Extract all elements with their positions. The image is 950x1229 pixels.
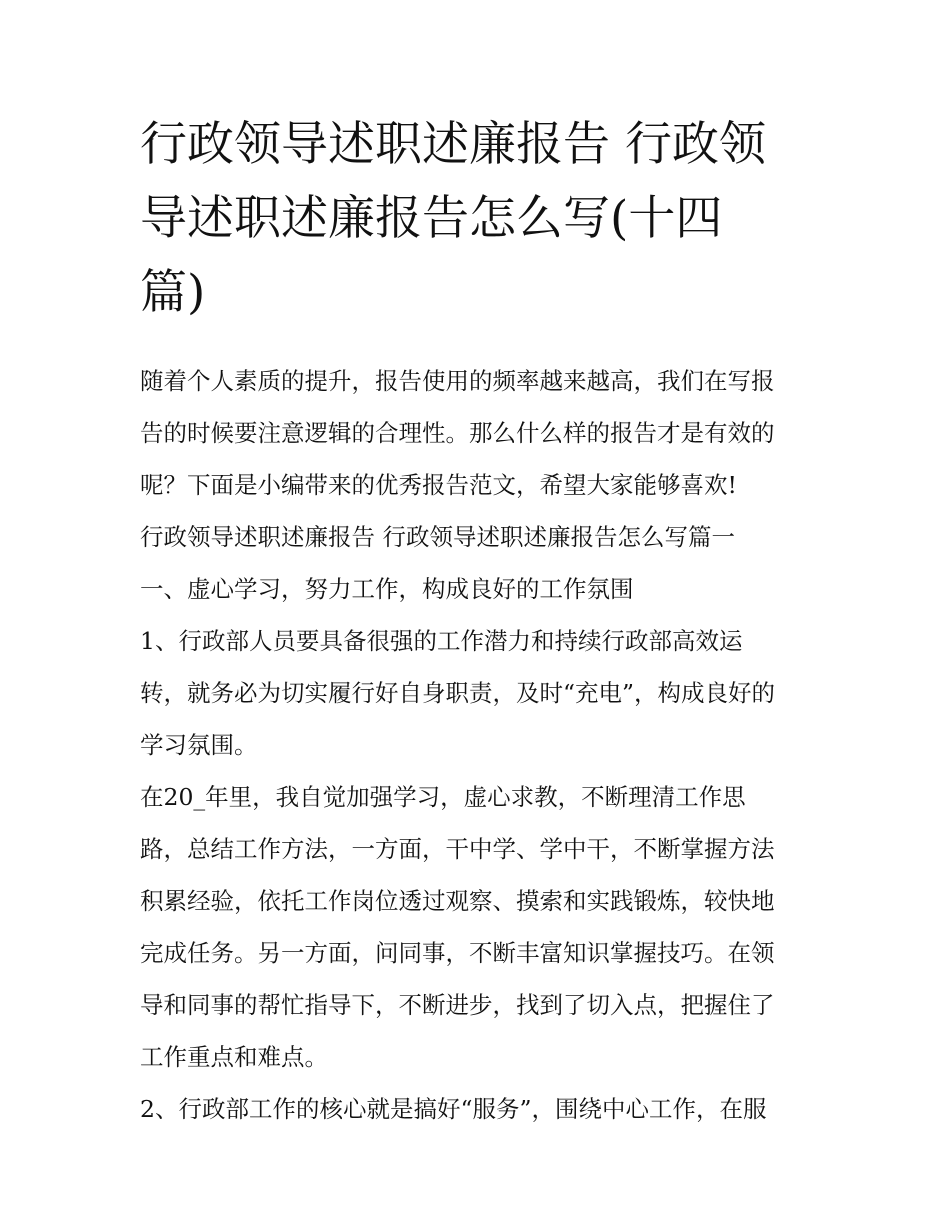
document-title: [140, 108, 830, 330]
paragraph-line: 导和同事的帮忙指导下，不断进步，找到了切入点，把握住了: [140, 991, 775, 1019]
title-line: 篇): [140, 265, 206, 320]
document-body: [140, 355, 830, 1135]
paragraph-line: 2、行政部工作的核心就是搞好“服务”，围绕中心工作，在服: [140, 1095, 767, 1123]
intro-line: 随着个人素质的提升，报告使用的频率越来越高，我们在写报: [140, 367, 775, 395]
section-heading: 行政领导述职述廉报告 行政领导述职述廉报告怎么写篇一: [140, 523, 735, 551]
title-line: 行政领导述职述廉报告 行政领: [140, 117, 766, 172]
intro-line: 呢？下面是小编带来的优秀报告范文，希望大家能够喜欢!: [140, 471, 737, 499]
paragraph-line: 转，就务必为切实履行好自身职责，及时“充电”，构成良好的: [140, 679, 776, 707]
paragraph-line: 完成任务。另一方面，问同事，不断丰富知识掌握技巧。在领: [140, 939, 775, 967]
title-line: 导述职述廉报告怎么写(十四: [140, 191, 723, 246]
paragraph-line: 路，总结工作方法，一方面，干中学、学中干，不断掌握方法: [140, 835, 775, 863]
paragraph-line: 工作重点和难点。: [140, 1043, 328, 1071]
subsection-heading: 一、虚心学习，努力工作，构成良好的工作氛围: [140, 575, 634, 603]
paragraph-line: 1、行政部人员要具备很强的工作潜力和持续行政部高效运: [140, 627, 743, 655]
paragraph-line: 学习氛围。: [140, 731, 258, 759]
paragraph-line: 积累经验，依托工作岗位透过观察、摸索和实践锻炼，较快地: [140, 887, 775, 915]
paragraph-line: 在20_年里，我自觉加强学习，虚心求教，不断理清工作思: [140, 783, 746, 811]
intro-line: 告的时候要注意逻辑的合理性。那么什么样的报告才是有效的: [140, 419, 775, 447]
